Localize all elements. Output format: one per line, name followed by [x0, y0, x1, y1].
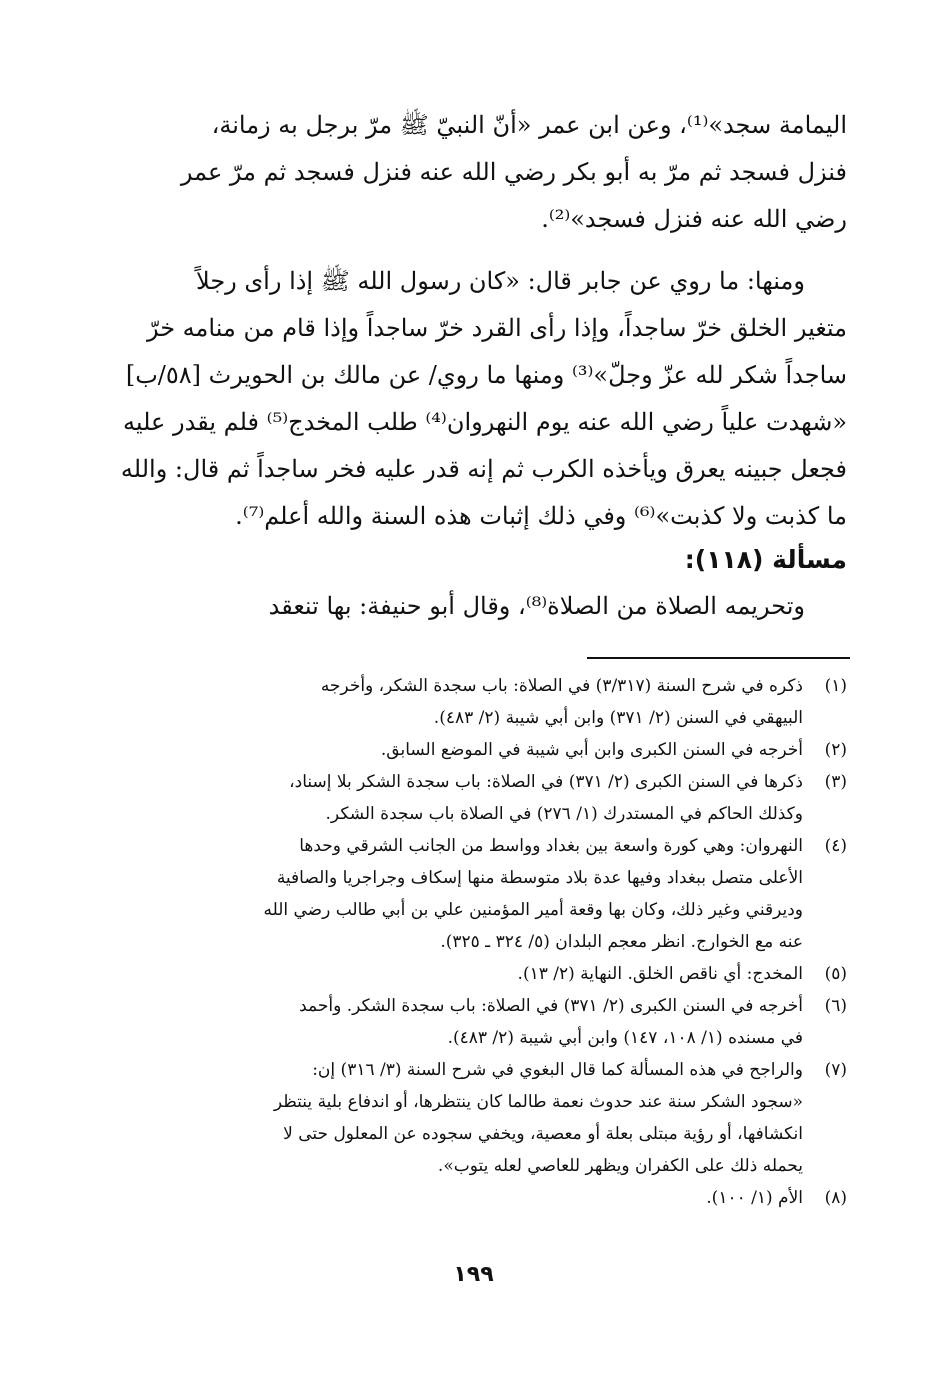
text-line: ومنها: ما روي عن جابر قال: «كان رسول الله ﷺ إذا رأى رجلاً: [196, 267, 805, 295]
footnote-number: (٢): [824, 740, 847, 760]
footnote-number: (٤): [824, 836, 847, 856]
footnote-number: (٣): [824, 772, 847, 792]
footnote-line: «سجود الشكر سنة عند حدوث نعمة طالما كان ينتظرها، أو اندفاع بلية ينتظر: [273, 1092, 803, 1112]
footnote-line: والراجح في هذه المسألة كما قال البغوي في شرح السنة (٣/ ٣١٦) إن:: [312, 1060, 803, 1080]
section-heading: مسألة (١١٨):: [684, 545, 847, 574]
footnotes: [155, 670, 847, 1214]
footnote-3: [155, 766, 847, 830]
footnote-divider: [587, 657, 850, 659]
footnote-number: (٧): [824, 1060, 847, 1080]
footnote-number: (٨): [824, 1188, 847, 1208]
footnote-1: [155, 670, 847, 734]
main-paragraph-2: [120, 258, 847, 540]
footnote-2: [155, 734, 847, 766]
footnote-line: الأعلى متصل ببغداد وفيها عدة بلاد متوسطة منها إسكاف وجراجريا والصافية: [276, 868, 803, 888]
page-number: ١٩٩: [453, 1262, 494, 1287]
footnote-line: ذكرها في السنن الكبرى (٢/ ٣٧١) في الصلاة: باب سجدة الشكر بلا إسناد،: [289, 772, 803, 792]
text-line: متغير الخلق خرّ ساجداً، وإذا رأى القرد خرّ ساجداً وإذا قام من منامه خرّ: [146, 314, 847, 342]
footnote-line: النهروان: وهي كورة واسعة بين بغداد وواسط من الجانب الشرقي وحدها: [299, 836, 803, 856]
footnote-line: الأم (١/ ١٠٠).: [706, 1188, 803, 1208]
footnote-7: [155, 1054, 847, 1182]
footnote-4: [155, 830, 847, 958]
footnote-line: وكذلك الحاكم في المستدرك (١/ ٢٧٦) في الصلاة باب سجدة الشكر.: [325, 804, 803, 824]
footnote-8: [155, 1182, 847, 1214]
footnote-line: المخدج: أي ناقص الخلق. النهاية (٢/ ١٣).: [517, 964, 803, 984]
footnote-number: (٥): [824, 964, 847, 984]
footnote-number: (١): [824, 676, 847, 696]
footnote-line: ذكره في شرح السنة (٣/٣١٧) في الصلاة: باب سجدة الشكر، وأخرجه: [320, 676, 803, 696]
footnote-line: عنه مع الخوارج. انظر معجم البلدان (٥/ ٣٢٤ ـ ٣٢٥).: [440, 932, 803, 952]
footnote-line: أخرجه في السنن الكبرى وابن أبي شيبة في الموضع السابق.: [380, 740, 803, 760]
footnote-line: في مسنده (١/ ١٠٨، ١٤٧) وابن أبي شيبة (٢/ ٤٨٣).: [447, 1028, 803, 1048]
text-line: «شهدت علياً رضي الله عنه يوم النهروان⁽⁴⁾ طلب المخدج⁽⁵⁾ فلم يقدر عليه: [123, 408, 847, 436]
main-paragraph-1: [159, 102, 847, 243]
footnote-line: انكشافها، أو رؤية مبتلى بعلة أو معصية، ويخفي سجوده عن المعلول حتى لا: [283, 1124, 803, 1144]
section-text-line: وتحريمه الصلاة من الصلاة⁽⁸⁾، وقال أبو حنيفة: بها تنعقد: [268, 592, 805, 620]
footnote-number: (٦): [824, 996, 847, 1016]
text-line: اليمامة سجد»⁽¹⁾، وعن ابن عمر «أنّ النبيّ ﷺ مرّ برجل به زمانة،: [211, 111, 847, 139]
footnote-6: [155, 990, 847, 1054]
text-line: ساجداً شكر لله عزّ وجلّ»⁽³⁾ ومنها ما روي/ عن مالك بن الحويرث [٥٨/ب]: [125, 361, 847, 389]
footnote-line: البيهقي في السنن (٢/ ٣٧١) وابن أبي شيبة (٢/ ٤٨٣).: [433, 708, 803, 728]
footnote-line: يحمله ذلك على الكفران ويظهر للعاصي لعله يتوب».: [437, 1156, 803, 1176]
footnote-line: أخرجه في السنن الكبرى (٢/ ٣٧١) في الصلاة: باب سجدة الشكر. وأحمد: [299, 996, 803, 1016]
text-line: فجعل جبينه يعرق ويأخذه الكرب ثم إنه قدر عليه فخر ساجداً ثم قال: والله: [120, 455, 847, 483]
footnote-line: وديرقني وغير ذلك، وكان بها وقعة أمير المؤمنين علي بن أبي طالب رضي الله: [263, 900, 803, 920]
text-line: فنزل فسجد ثم مرّ به أبو بكر رضي الله عنه فنزل فسجد ثم مرّ عمر: [180, 158, 847, 186]
footnote-5: [155, 958, 847, 990]
text-line: رضي الله عنه فنزل فسجد»⁽²⁾.: [541, 205, 847, 233]
text-line: ما كذبت ولا كذبت»⁽⁶⁾ وفي ذلك إثبات هذه السنة والله أعلم⁽⁷⁾.: [235, 502, 847, 530]
